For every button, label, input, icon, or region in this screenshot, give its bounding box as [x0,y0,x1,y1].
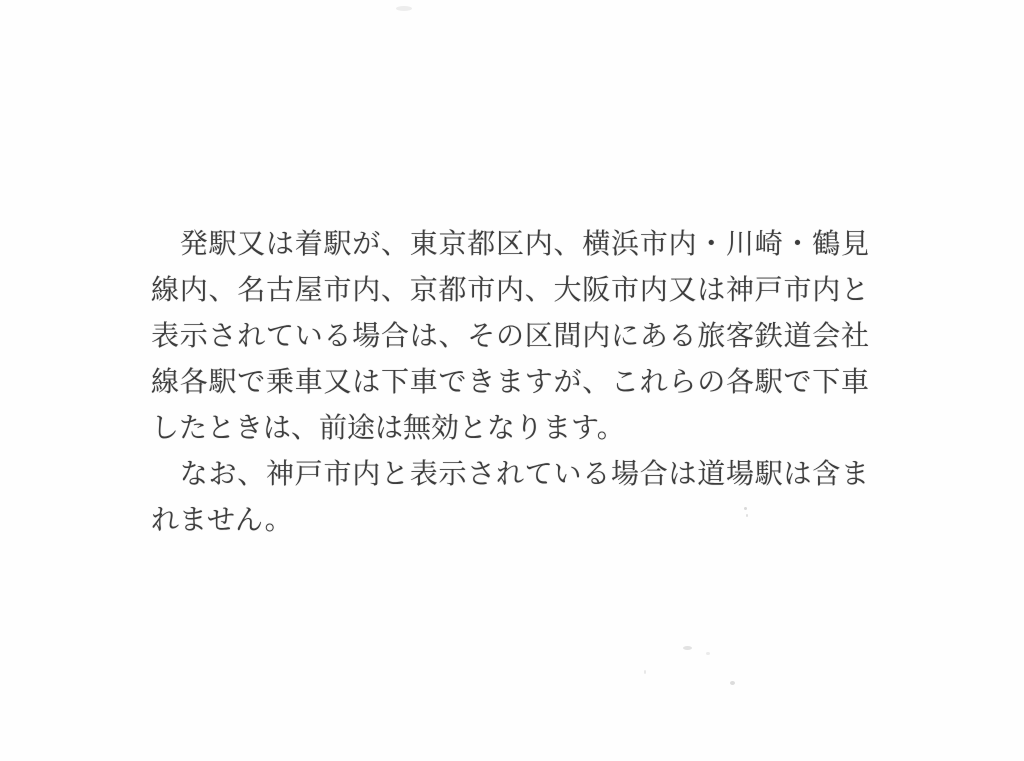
scan-artifact-speck [683,646,692,650]
scan-artifact-speck [730,681,735,685]
scan-artifact-smudge [396,6,412,11]
text-line: れません。 [151,503,293,536]
scan-artifact-speck [644,670,646,674]
text-line: 表示されている場合は、その区間内にある旅客鉄道会社 [151,319,869,352]
scan-artifact-speck [744,507,747,510]
text-line: したときは、前途は無効となります。 [151,411,625,444]
text-line: なお、神戸市内と表示されている場合は道場駅は含ま [151,457,869,490]
text-line: 発駅又は着駅が、東京都区内、横浜市内・川崎・鶴見 [151,227,869,260]
text-line: 線内、名古屋市内、京都市内、大阪市内又は神戸市内と [151,273,869,306]
scan-artifact-speck [706,652,710,655]
text-line: 線各駅で乗車又は下車できますが、これらの各駅で下車 [151,365,869,398]
body-text-block [151,221,869,543]
scan-artifact-speck [746,514,748,517]
